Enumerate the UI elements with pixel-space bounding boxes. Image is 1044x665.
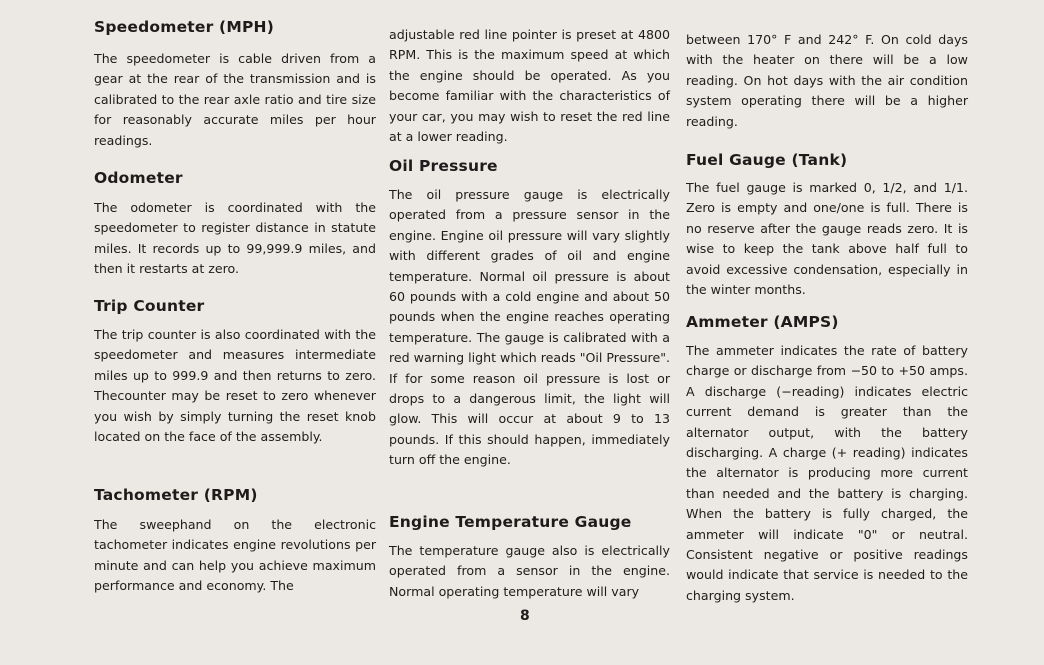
- oil-pressure-text: The oil pressure gauge is electrically operated from a pressure sensor in the engine. Engine oil pressure will vary slightly with different grades of oil and engine temperature. Normal oil pressure is about 60 pounds with a cold engine and about 50 pounds when the engine reaches operating temperature. The gauge is calibrated with a red warning light which reads "Oil Pressure". If for some reason oil pressure is lost or drops to a dangerous limit, the light will glow. This will occur at about 9 to 13 pounds. If this should happen, immediately turn off the engine.: [389, 187, 670, 468]
- tachometer-text-continued: adjustable red line pointer is preset at 4800 RPM. This is the maximum speed at which the engine should be operated. As you become familiar with the characteristics of your car, you may wish to reset the red line at a lower reading.: [389, 27, 670, 145]
- speedometer-heading: Speedometer (MPH): [94, 18, 274, 36]
- speedometer-text: The speedometer is cable driven from a gear at the rear of the transmission and is calibrated to the rear axle ratio and tire size for reasonably accurate miles per hour readings.: [94, 51, 376, 148]
- odometer-heading: Odometer: [94, 169, 183, 187]
- oil-pressure-heading: Oil Pressure: [389, 157, 498, 175]
- ammeter-text: The ammeter indicates the rate of battery charge or discharge from −50 to +50 amps. A discharge (−reading) indicates electric current demand is greater than the alternator output, with the battery discharging. A charge (+ reading) indicates the alternator is producing more current than needed and the battery is charging. When the battery is fully charged, the ammeter will indicate "0" or neutral. Consistent negative or positive readings would indicate that service is needed to the charging system.: [686, 343, 968, 603]
- engine-temperature-text-continued: between 170° F and 242° F. On cold days with the heater on there will be a low reading. On hot days with the air condition system operating there will be a higher reading.: [686, 32, 968, 129]
- trip-counter-heading: Trip Counter: [94, 297, 205, 315]
- tachometer-heading: Tachometer (RPM): [94, 486, 258, 504]
- trip-counter-text: The trip counter is also coordinated with the speedometer and measures intermediate miles up to 999.9 and then returns to zero. Thecounter may be reset to zero whenever you wish by simply turning the reset knob located on the face of the assembly.: [94, 327, 376, 445]
- fuel-gauge-text: The fuel gauge is marked 0, 1/2, and 1/1. Zero is empty and one/one is full. There is no reserve after the gauge reads zero. It is wise to keep the tank above half full to avoid excessive condensation, especially in the winter months.: [686, 180, 968, 298]
- ammeter-heading: Ammeter (AMPS): [686, 313, 839, 331]
- engine-temperature-heading: Engine Temperature Gauge: [389, 513, 632, 531]
- tachometer-text: The sweephand on the electronic tachometer indicates engine revolutions per minute and can help you achieve maximum performance and economy. The: [94, 517, 376, 594]
- engine-temperature-text: The temperature gauge also is electrically operated from a sensor in the engine. Normal operating temperature will vary: [389, 543, 670, 599]
- fuel-gauge-heading: Fuel Gauge (Tank): [686, 151, 848, 169]
- page-number: 8: [520, 608, 530, 624]
- odometer-text: The odometer is coordinated with the speedometer to register distance in statute miles. It records up to 99,999.9 miles, and then it restarts at zero.: [94, 200, 376, 277]
